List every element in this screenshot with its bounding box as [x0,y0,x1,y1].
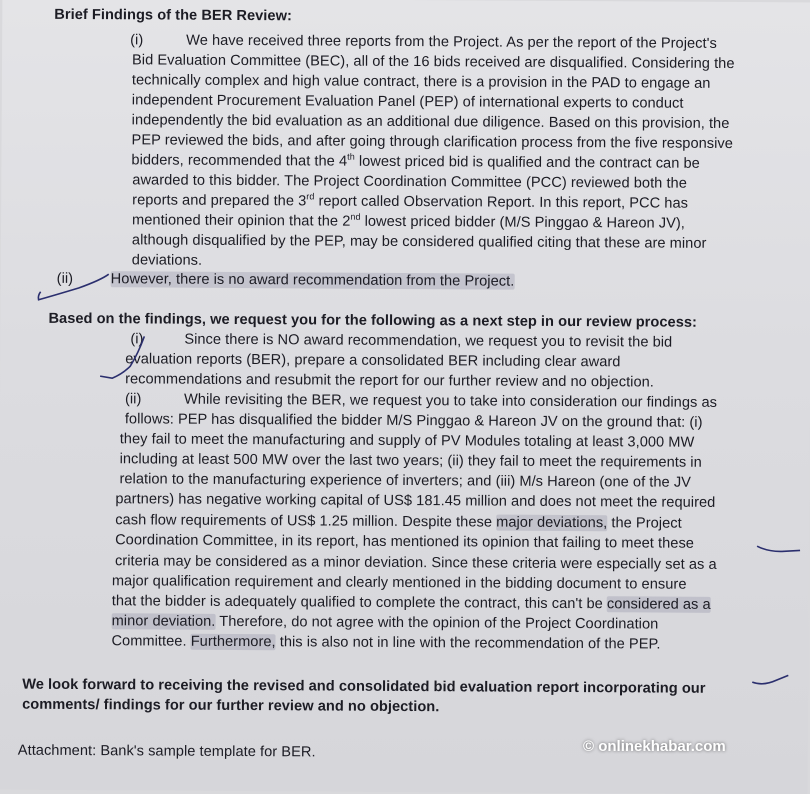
request-item2-line3: they fail to meet the manufacturing and supply of PV Modules totaling at least 3,000 MW [119,431,695,451]
request-item2-line2: follows: PEP has disqualified the bidder M/S Pinggao & Hareon JV on the ground that: (i) [124,411,703,431]
findings-item1-line10: mentioned their opinion that the 2nd lowest priced bidder (M/S Pinggao & Hareon JV), [132,211,685,232]
findings-item1-line3: technically complex and high value contract, there is a provision in the PAD to engage an [131,72,711,92]
request-item2-line6: partners) has negative working capital of US$ 181.45 million and does not meet the required [115,491,716,511]
request-item2-line12: minor deviation. Therefore, do not agree with the opinion of the Project Coordination [111,613,659,633]
findings-item1-line8: awarded to this bidder. The Project Coordination Committee (PCC) reviewed both the [132,172,687,192]
underline-mark-icon [757,546,800,551]
closing-line1: We look forward to receiving the revised and consolidated bid evaluation report incorporating our [22,676,706,697]
request-item2-line4: including at least 500 MW over the last two years; (ii) they fail to meet the requirements in [119,451,702,471]
request-heading: Based on the findings, we request you for the following as a next step in our review process: [48,310,698,331]
request-item2-line13: Committee. Furthermore, this is also not in line with the recommendation of the PEP. [111,633,661,653]
request-item1-line3: recommendations and resubmit the report for our further review and no objection. [125,371,654,391]
request-item2-number: (ii) [124,391,142,408]
findings-item1-number: (i) [130,32,144,49]
watermark: © onlinekhabar.com [583,738,726,755]
request-item2-line9: criteria may be considered as a minor deviation. Since these criteria were especially set as a [114,553,717,573]
findings-item1-line9: reports and prepared the 3rd report called Observation Report. In this report, PCC has [132,191,689,212]
checkmark-icon [100,336,144,378]
request-item2-line7: cash flow requirements of US$ 1.25 million. Despite these major deviations, the Project [115,512,682,532]
request-item2-line11: that the bidder is adequately qualified to complete the contract, this can't be considered as a [111,593,711,613]
findings-item1-line12: deviations. [131,252,203,269]
request-item2-line1: While revisiting the BER, we request you to take into consideration our findings as [183,391,718,411]
findings-item1-line6: PEP reviewed the bids, and after going through clarification process from the five responsive [131,132,734,152]
findings-item1-line11: although disqualified by the PEP, may be considered qualified citing that these are minor [131,232,707,252]
closing-line2: comments/ findings for our further review and no objection. [22,696,440,716]
request-item1-number: (i) [130,331,144,348]
findings-item1-line2: Bid Evaluation Committee (BEC), all of the 16 bids received are disqualified. Considering the [131,52,735,73]
request-item2-line5: relation to the manufacturing experience of inverters; and (iii) M/s Hareon (one of the JV [119,471,692,491]
findings-item1-line4: independent Procurement Evaluation Panel (PEP) of international experts to conduct [131,92,684,112]
request-item1-line2: evaluation reports (BER), prepare a consolidated BER including clear award [125,351,621,371]
request-item1-line1: Since there is NO award recommendation, we request you to revisit the bid [184,331,673,351]
findings-item1-line5: independently the bid evaluation as an additional due diligence. Based on this provision, the [131,112,730,132]
findings-heading: Brief Findings of the BER Review: [54,6,292,25]
findings-item2-number: (ii) [56,270,74,287]
attachment-note: Attachment: Bank's sample template for BER. [17,742,316,761]
checkmark-icon [38,274,108,300]
findings-item2-text: However, there is no award recommendation from the Project. [110,271,515,290]
findings-item1-line1: We have received three reports from the Project. As per the report of the Project's [186,32,717,52]
request-item2-line10: major qualification requirement and clearly mentioned in the bidding document to ensure [111,573,687,593]
request-item2-line8: Coordination Committee, in its report, has mentioned its opinion that failing to meet these [115,532,695,552]
checkmark-icon [752,675,788,684]
findings-item1-line7: bidders, recommended that the 4th lowest priced bid is qualified and the contract can be [131,151,700,172]
